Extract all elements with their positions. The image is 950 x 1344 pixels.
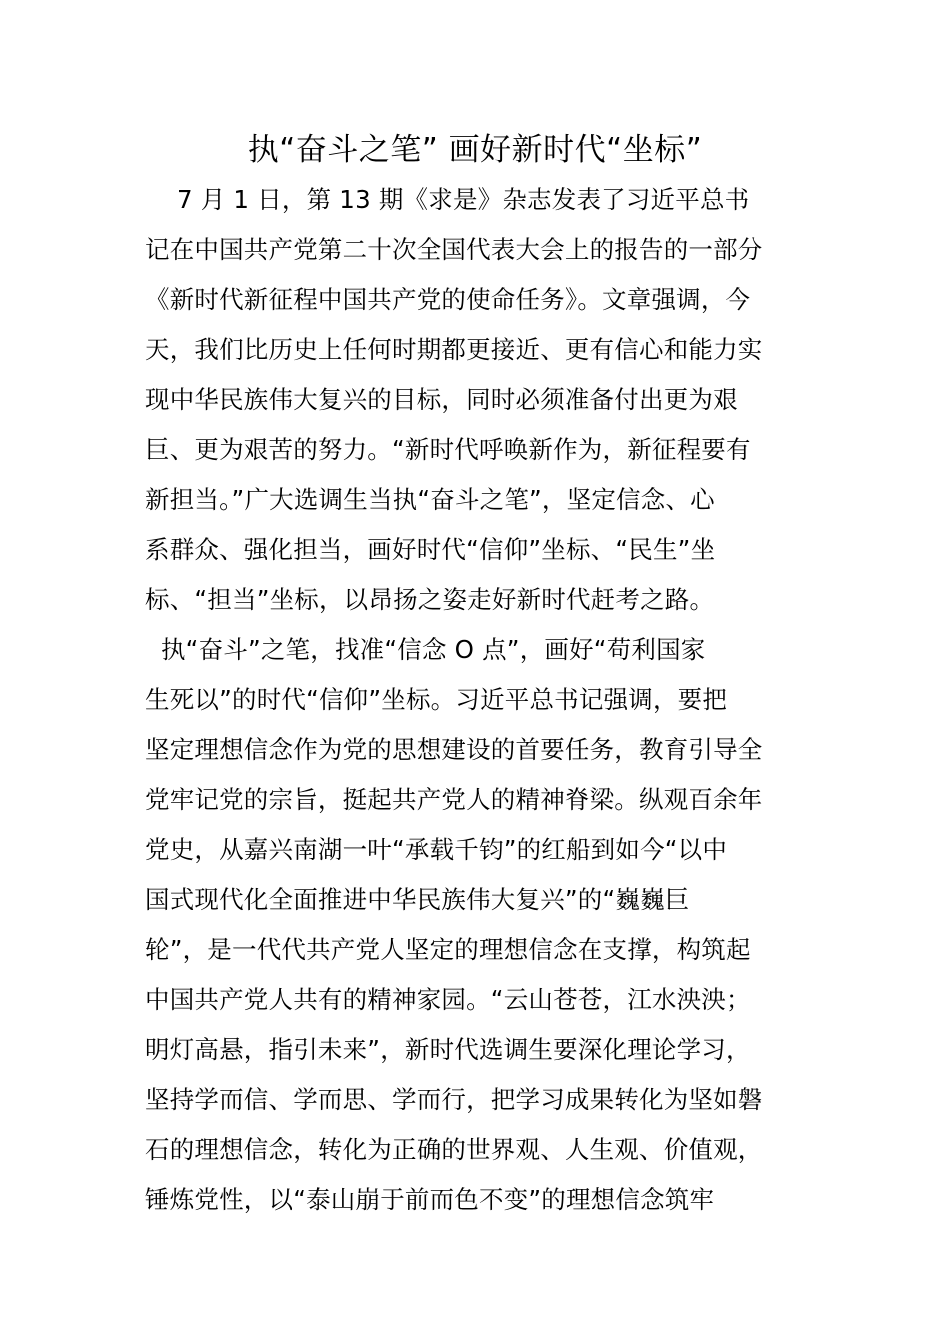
text-line: 执“奋斗”之笔，找准“信念 O 点”，画好“苟利国家 bbox=[145, 635, 706, 664]
text-line: 坚定理想信念作为党的思想建设的首要任务，教育引导全 bbox=[145, 735, 763, 764]
text-line: 7 月 1 日，第 13 期《求是》杂志发表了习近平总书 bbox=[145, 185, 750, 214]
text-line: 现中华民族伟大复兴的目标，同时必须准备付出更为艰 bbox=[145, 385, 738, 414]
text-line: 中国共产党人共有的精神家园。“云山苍苍，江水泱泱； bbox=[145, 985, 751, 1014]
text-line: 新担当。”广大选调生当执“奋斗之笔”，坚定信念、心 bbox=[145, 485, 715, 514]
text-line: 生死以”的时代“信仰”坐标。习近平总书记强调，要把 bbox=[145, 685, 728, 714]
text-line: 石的理想信念，转化为正确的世界观、人生观、价值观， bbox=[145, 1135, 763, 1164]
text-line: 标、“担当”坐标，以昂扬之姿走好新时代赶考之路。 bbox=[145, 585, 715, 614]
text-line: 轮”，是一代代共产党人坚定的理想信念在支撑，构筑起 bbox=[145, 935, 751, 964]
text-line: 《新时代新征程中国共产党的使命任务》。文章强调，今 bbox=[145, 285, 751, 314]
text-line: 巨、更为艰苦的努力。“新时代呼唤新作为，新征程要有 bbox=[145, 435, 751, 464]
text-line: 明灯高悬，指引未来”，新时代选调生要深化理论学习， bbox=[145, 1035, 751, 1064]
text-line: 记在中国共产党第二十次全国代表大会上的报告的一部分 bbox=[145, 235, 763, 264]
document-title: 执“奋斗之笔” 画好新时代“坐标” bbox=[247, 132, 703, 168]
text-line: 党牢记党的宗旨，挺起共产党人的精神脊梁。纵观百余年 bbox=[145, 785, 763, 814]
text-line: 坚持学而信、学而思、学而行，把学习成果转化为坚如磐 bbox=[145, 1085, 763, 1114]
text-line: 系群众、强化担当，画好时代“信仰”坐标、“民生”坐 bbox=[145, 535, 716, 564]
text-line: 锤炼党性，以“泰山崩于前而色不变”的理想信念筑牢 bbox=[145, 1185, 715, 1214]
text-line: 国式现代化全面推进中华民族伟大复兴”的“巍巍巨 bbox=[145, 885, 690, 914]
document-body bbox=[145, 178, 810, 1228]
text-line: 党史，从嘉兴南湖一叶“承载千钧”的红船到如今“以中 bbox=[145, 835, 728, 864]
text-line: 天，我们比历史上任何时期都更接近、更有信心和能力实 bbox=[145, 335, 763, 364]
